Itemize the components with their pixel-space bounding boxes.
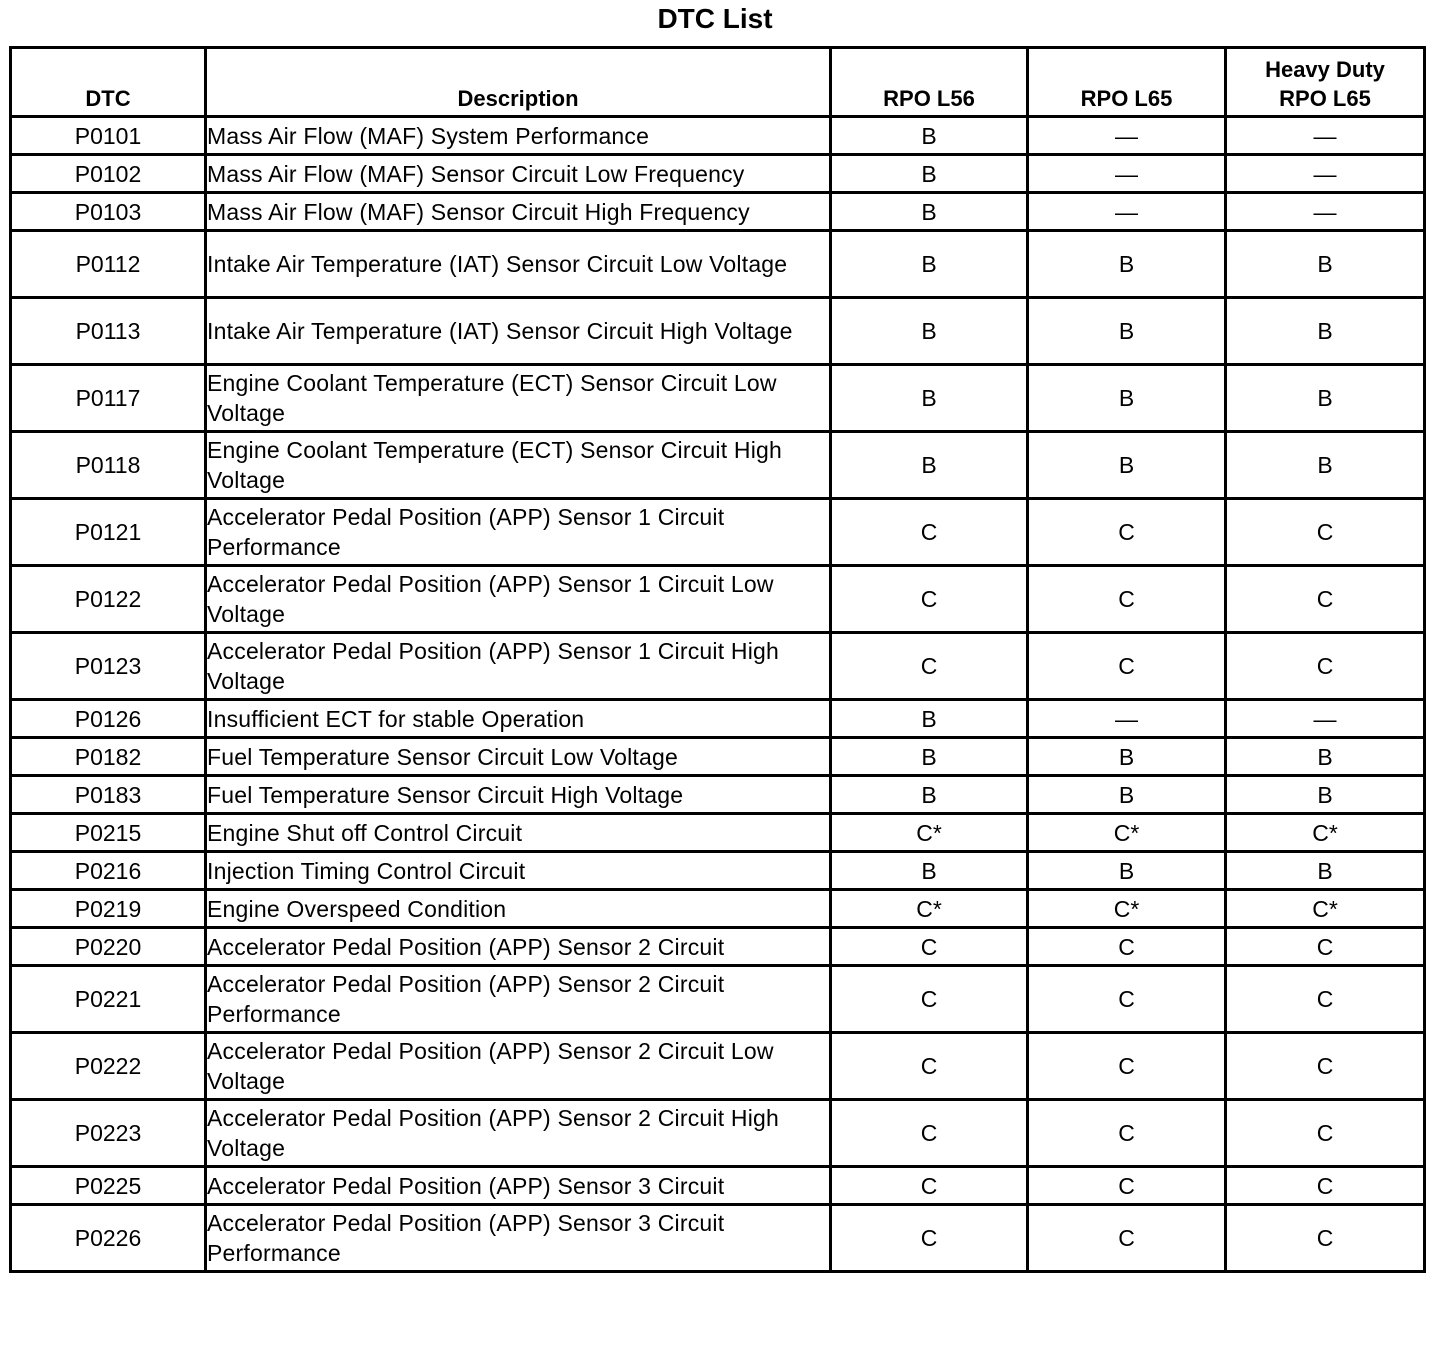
table-row [11, 700, 1425, 738]
rpo-l56-value: C [831, 928, 1028, 966]
dtc-description: Mass Air Flow (MAF) Sensor Circuit High Frequency [206, 193, 831, 231]
rpo-l65-value: B [1028, 776, 1226, 814]
rpo-l56-value: B [831, 193, 1028, 231]
table-row [11, 499, 1425, 566]
dtc-description: Accelerator Pedal Position (APP) Sensor 3 Circuit Performance [206, 1205, 831, 1272]
dtc-code: P0183 [11, 776, 206, 814]
rpo-l56-value: C [831, 1167, 1028, 1205]
heavy-duty-rpo-l65-value: B [1226, 432, 1425, 499]
table-header [11, 48, 1425, 117]
dtc-code: P0113 [11, 298, 206, 365]
dtc-description: Intake Air Temperature (IAT) Sensor Circuit Low Voltage [206, 231, 831, 298]
dtc-code: P0219 [11, 890, 206, 928]
dtc-description: Fuel Temperature Sensor Circuit Low Voltage [206, 738, 831, 776]
rpo-l65-value: B [1028, 738, 1226, 776]
dtc-description: Engine Overspeed Condition [206, 890, 831, 928]
dtc-code: P0112 [11, 231, 206, 298]
rpo-l65-value: C* [1028, 814, 1226, 852]
heavy-duty-rpo-l65-value: — [1226, 193, 1425, 231]
rpo-l56-value: B [831, 432, 1028, 499]
rpo-l65-value: B [1028, 365, 1226, 432]
heavy-duty-rpo-l65-value: C [1226, 566, 1425, 633]
dtc-description: Engine Coolant Temperature (ECT) Sensor Circuit High Voltage [206, 432, 831, 499]
header-heavy-duty-line1: Heavy Duty [1265, 57, 1385, 82]
dtc-code: P0101 [11, 117, 206, 155]
dtc-description: Intake Air Temperature (IAT) Sensor Circuit High Voltage [206, 298, 831, 365]
rpo-l56-value: C [831, 633, 1028, 700]
rpo-l56-value: C* [831, 890, 1028, 928]
heavy-duty-rpo-l65-value: B [1226, 231, 1425, 298]
heavy-duty-rpo-l65-value: — [1226, 117, 1425, 155]
rpo-l65-value: C [1028, 566, 1226, 633]
rpo-l65-value: — [1028, 193, 1226, 231]
dtc-code: P0122 [11, 566, 206, 633]
dtc-code: P0102 [11, 155, 206, 193]
dtc-description: Accelerator Pedal Position (APP) Sensor 2 Circuit Performance [206, 966, 831, 1033]
dtc-code: P0226 [11, 1205, 206, 1272]
dtc-code: P0118 [11, 432, 206, 499]
dtc-code: P0215 [11, 814, 206, 852]
table-row [11, 231, 1425, 298]
rpo-l65-value: C [1028, 1167, 1226, 1205]
header-rpo-l65: RPO L65 [1028, 48, 1226, 117]
table-row [11, 365, 1425, 432]
dtc-description: Mass Air Flow (MAF) System Performance [206, 117, 831, 155]
rpo-l65-value: — [1028, 155, 1226, 193]
dtc-description: Fuel Temperature Sensor Circuit High Voltage [206, 776, 831, 814]
header-dtc: DTC [11, 48, 206, 117]
rpo-l65-value: — [1028, 700, 1226, 738]
rpo-l56-value: B [831, 738, 1028, 776]
table-row [11, 738, 1425, 776]
table-row [11, 1100, 1425, 1167]
dtc-code: P0126 [11, 700, 206, 738]
rpo-l65-value: B [1028, 231, 1226, 298]
rpo-l56-value: B [831, 700, 1028, 738]
table-row [11, 814, 1425, 852]
heavy-duty-rpo-l65-value: C [1226, 966, 1425, 1033]
rpo-l56-value: C [831, 1033, 1028, 1100]
rpo-l65-value: C [1028, 1100, 1226, 1167]
header-rpo-l56: RPO L56 [831, 48, 1028, 117]
table-row [11, 432, 1425, 499]
heavy-duty-rpo-l65-value: C [1226, 499, 1425, 566]
dtc-code: P0221 [11, 966, 206, 1033]
rpo-l56-value: B [831, 365, 1028, 432]
rpo-l56-value: B [831, 155, 1028, 193]
table-body [11, 117, 1425, 1272]
rpo-l56-value: B [831, 776, 1028, 814]
rpo-l65-value: B [1028, 432, 1226, 499]
table-row [11, 633, 1425, 700]
dtc-description: Accelerator Pedal Position (APP) Sensor 3 Circuit [206, 1167, 831, 1205]
dtc-code: P0121 [11, 499, 206, 566]
rpo-l56-value: B [831, 231, 1028, 298]
heavy-duty-rpo-l65-value: B [1226, 738, 1425, 776]
header-description: Description [206, 48, 831, 117]
rpo-l65-value: C [1028, 1033, 1226, 1100]
table-row [11, 117, 1425, 155]
heavy-duty-rpo-l65-value: C [1226, 1205, 1425, 1272]
table-row [11, 1033, 1425, 1100]
heavy-duty-rpo-l65-value: — [1226, 155, 1425, 193]
dtc-description: Accelerator Pedal Position (APP) Sensor 1 Circuit Low Voltage [206, 566, 831, 633]
heavy-duty-rpo-l65-value: C [1226, 928, 1425, 966]
dtc-code: P0103 [11, 193, 206, 231]
heavy-duty-rpo-l65-value: C [1226, 1100, 1425, 1167]
rpo-l56-value: B [831, 852, 1028, 890]
rpo-l65-value: C* [1028, 890, 1226, 928]
table-row [11, 193, 1425, 231]
table-row [11, 890, 1425, 928]
table-row [11, 1205, 1425, 1272]
heavy-duty-rpo-l65-value: B [1226, 298, 1425, 365]
dtc-code: P0220 [11, 928, 206, 966]
rpo-l56-value: C [831, 1100, 1028, 1167]
header-heavy-duty-line2: RPO L65 [1279, 86, 1371, 111]
heavy-duty-rpo-l65-value: C [1226, 633, 1425, 700]
dtc-code: P0123 [11, 633, 206, 700]
rpo-l65-value: C [1028, 966, 1226, 1033]
rpo-l65-value: C [1028, 633, 1226, 700]
header-heavy-duty-rpo-l65 [1226, 48, 1425, 117]
heavy-duty-rpo-l65-value: B [1226, 852, 1425, 890]
table-row [11, 1167, 1425, 1205]
table-row [11, 966, 1425, 1033]
rpo-l56-value: B [831, 117, 1028, 155]
heavy-duty-rpo-l65-value: — [1226, 700, 1425, 738]
dtc-code: P0222 [11, 1033, 206, 1100]
table-row [11, 155, 1425, 193]
rpo-l65-value: B [1028, 298, 1226, 365]
dtc-description: Accelerator Pedal Position (APP) Sensor 2 Circuit [206, 928, 831, 966]
rpo-l56-value: B [831, 298, 1028, 365]
dtc-code: P0225 [11, 1167, 206, 1205]
heavy-duty-rpo-l65-value: B [1226, 776, 1425, 814]
heavy-duty-rpo-l65-value: C* [1226, 890, 1425, 928]
table-row [11, 298, 1425, 365]
dtc-description: Accelerator Pedal Position (APP) Sensor 1 Circuit Performance [206, 499, 831, 566]
dtc-table [9, 46, 1426, 1273]
dtc-description: Accelerator Pedal Position (APP) Sensor 2 Circuit High Voltage [206, 1100, 831, 1167]
rpo-l65-value: — [1028, 117, 1226, 155]
rpo-l56-value: C [831, 499, 1028, 566]
heavy-duty-rpo-l65-value: C* [1226, 814, 1425, 852]
page-title: DTC List [657, 3, 773, 34]
dtc-description: Accelerator Pedal Position (APP) Sensor 1 Circuit High Voltage [206, 633, 831, 700]
dtc-description: Insufficient ECT for stable Operation [206, 700, 831, 738]
rpo-l65-value: C [1028, 928, 1226, 966]
rpo-l65-value: C [1028, 1205, 1226, 1272]
rpo-l56-value: C [831, 1205, 1028, 1272]
table-row [11, 928, 1425, 966]
table-row [11, 776, 1425, 814]
rpo-l56-value: C [831, 966, 1028, 1033]
rpo-l65-value: B [1028, 852, 1226, 890]
heavy-duty-rpo-l65-value: B [1226, 365, 1425, 432]
dtc-code: P0182 [11, 738, 206, 776]
table-row [11, 852, 1425, 890]
dtc-description: Accelerator Pedal Position (APP) Sensor 2 Circuit Low Voltage [206, 1033, 831, 1100]
dtc-description: Injection Timing Control Circuit [206, 852, 831, 890]
dtc-code: P0223 [11, 1100, 206, 1167]
dtc-description: Engine Coolant Temperature (ECT) Sensor Circuit Low Voltage [206, 365, 831, 432]
heavy-duty-rpo-l65-value: C [1226, 1167, 1425, 1205]
dtc-description: Mass Air Flow (MAF) Sensor Circuit Low Frequency [206, 155, 831, 193]
dtc-description: Engine Shut off Control Circuit [206, 814, 831, 852]
dtc-code: P0117 [11, 365, 206, 432]
rpo-l56-value: C [831, 566, 1028, 633]
rpo-l65-value: C [1028, 499, 1226, 566]
heavy-duty-rpo-l65-value: C [1226, 1033, 1425, 1100]
rpo-l56-value: C* [831, 814, 1028, 852]
table-row [11, 566, 1425, 633]
dtc-code: P0216 [11, 852, 206, 890]
